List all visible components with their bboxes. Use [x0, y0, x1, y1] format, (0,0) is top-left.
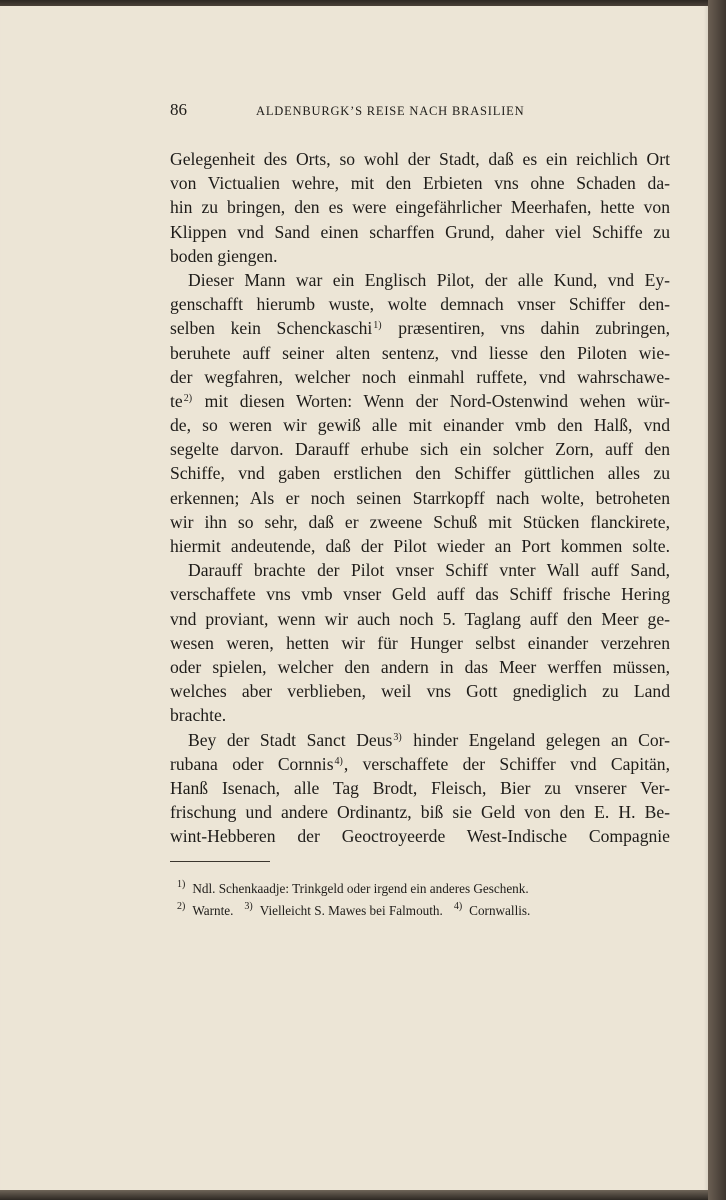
text-line: de, so weren wir gewiß alle mit einander vmb den Halß, vnd [170, 415, 670, 436]
footnote-row-2 [176, 900, 670, 922]
footnote-text: Cornwallis. [469, 903, 531, 918]
text-line: hiermit andeutende, daß der Pilot wieder an Port kommen solte. [170, 536, 670, 556]
text-line: wesen weren, hetten wir für Hunger selbst einander verzehren [170, 632, 670, 653]
text-line: segelte darvon. Darauff erhube sich ein solcher Zorn, auff den [170, 439, 670, 460]
text-segment: rubana oder Cornnis [170, 753, 334, 774]
footnote-marker: 1) [177, 879, 186, 890]
body-text [170, 147, 670, 848]
text-line: vnd proviant, wenn wir auch noch 5. Taglang auff den Meer ge- [170, 608, 670, 629]
text-line [170, 752, 670, 776]
footnote-text: Ndl. Schenkaadje: Trinkgeld oder irgend ein anderes Geschenk. [192, 881, 529, 896]
text-line: wint-Hebberen der Geoctroyeerde West-Indische Compagnie [170, 826, 670, 847]
text-line: brachte. [170, 705, 227, 726]
text-line [170, 728, 670, 752]
footnote-reference: 1) [373, 320, 382, 332]
footnote-1 [176, 878, 670, 900]
text-line: welches aber verblieben, weil vns Gott gnediglich zu Land [170, 681, 670, 702]
text-line: Schiffe, vnd gaben erstlichen den Schiffer güttlichen alles zu [170, 463, 670, 484]
text-line: hin zu bringen, den es were eingefährlicher Meerhafen, hette von [170, 197, 670, 218]
page-number: 86 [170, 100, 187, 119]
text-line: boden giengen. [170, 245, 278, 266]
footnote-marker: 2) [177, 901, 186, 912]
text-line: genschafft hierumb wuste, wolte demnach vnser Schiffer den- [170, 294, 670, 315]
text-segment: hinder Engeland gelegen an Cor- [402, 729, 671, 750]
text-line: Darauff brachte der Pilot vnser Schiff vnter Wall auff Sand, [188, 560, 670, 581]
text-segment: , verschaffete der Schiffer vnd Capitän, [343, 753, 670, 774]
text-line: von Victualien wehre, mit den Erbieten vns ohne Schaden da- [170, 173, 670, 194]
text-line: Gelegenheit des Orts, so wohl der Stadt, daß es ein reichlich Ort [170, 149, 670, 169]
footnote-text: Vielleicht S. Mawes bei Falmouth. [259, 903, 443, 918]
footnotes [176, 878, 670, 922]
footnote-marker: 3) [244, 901, 253, 912]
footnote-marker: 4) [453, 901, 463, 912]
footnote-reference: 3) [393, 731, 402, 743]
text-line: Klippen vnd Sand einen scharffen Grund, daher viel Schiffe zu [170, 221, 670, 242]
text-line: erkennen; Als er noch seinen Starrkopff nach wolte, betroheten [170, 487, 670, 508]
text-segment: te [170, 390, 183, 411]
text-line: verschaffete vns vmb vnser Geld auff das Schiff frische Hering [170, 584, 670, 605]
footnote-text: Warnte. [192, 903, 234, 918]
text-segment: præsentiren, vns dahin zubringen, [382, 318, 670, 339]
text-line [170, 316, 670, 340]
book-spine-edge [708, 0, 726, 1200]
text-line: Dieser Mann war ein Englisch Pilot, der alle Kund, vnd Ey- [188, 269, 670, 290]
text-line: beruhete auff seiner alten sentenz, vnd liesse den Piloten wie- [170, 342, 670, 363]
text-line: frischung und andere Ordinantz, biß sie Geld von den E. H. Be- [170, 802, 670, 823]
text-segment: selben kein Schenckaschi [170, 318, 373, 339]
text-segment: Bey der Stadt Sanct Deus [188, 729, 393, 750]
text-line: der wegfahren, welcher noch einmahl ruffete, vnd wahrschawe- [170, 366, 670, 387]
footnote-reference: 2) [183, 392, 193, 404]
footnote-reference: 4) [334, 755, 343, 767]
page-header [170, 100, 670, 126]
text-line [170, 389, 670, 413]
footnote-rule [170, 861, 270, 862]
text-segment: mit diesen Worten: Wenn der Nord-Ostenwind wehen wür- [193, 390, 670, 411]
page-top-edge [0, 0, 708, 6]
page-bottom-edge [0, 1190, 708, 1200]
text-line: oder spielen, welcher den andern in das Meer werffen müssen, [170, 656, 670, 677]
text-line: wir ihn so sehr, daß er zweene Schuß mit Stücken flanckirete, [170, 511, 670, 532]
text-line: Hanß Isenach, alle Tag Brodt, Fleisch, Bier zu vnserer Ver- [170, 777, 670, 798]
running-head: ALDENBURGK’S REISE NACH BRASILIEN [256, 104, 525, 118]
